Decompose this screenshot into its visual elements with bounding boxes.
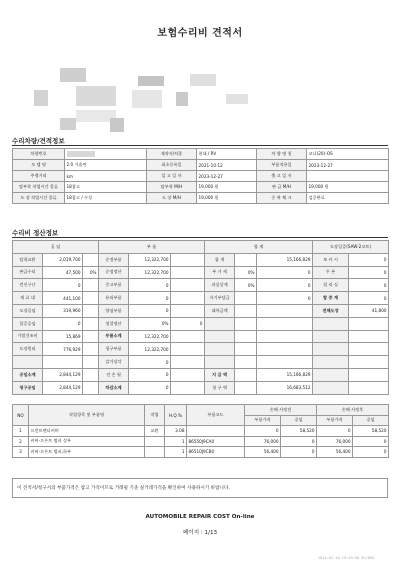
maker-value: 현대 / RV: [197, 149, 257, 160]
settle-cell: 청구부품: [99, 343, 129, 356]
parts-cell: 0: [353, 436, 389, 447]
parts-cell: [187, 426, 245, 437]
table-row: [13, 330, 389, 343]
settle-cell: 0: [129, 304, 171, 317]
settle-cell: 할 증 계: [313, 292, 349, 305]
settlement-rows: [13, 253, 389, 394]
first-reg-label: 최초등록일: [147, 160, 197, 171]
settle-cell: 청 구 액: [205, 381, 235, 394]
settle-cell: 도장공임: [13, 304, 43, 317]
parts-cell: [145, 447, 165, 458]
redacted-block-3: [190, 74, 216, 86]
settle-cell: 2,019,700: [43, 253, 83, 266]
settle-cell: 자기부담금: [205, 292, 235, 305]
table-row: [13, 368, 389, 381]
first-reg-value: 2021-10-12: [197, 160, 257, 171]
settle-cell: [171, 279, 205, 292]
settle-cell: [205, 317, 235, 330]
settle-cell: [171, 356, 205, 369]
paint-time-label: 도 장 작업시간 종류: [13, 193, 65, 204]
redacted-block-4: [34, 90, 48, 106]
print-stamp: 2024-01-10 10:29:58 02/005: [318, 556, 375, 560]
settle-cell: [235, 253, 257, 266]
settle-cell: 중고부품: [99, 279, 129, 292]
header-adj-price: 부품가격: [317, 415, 353, 426]
settle-cell: [349, 317, 389, 330]
settle-cell: [83, 304, 99, 317]
settle-cell: 15,869: [43, 330, 83, 343]
parts-cell: 58,520: [281, 426, 317, 437]
header-item: 작업항목 및 부품명: [29, 405, 145, 426]
settle-cell: 12,322,700: [129, 253, 171, 266]
settle-cell: [171, 330, 205, 343]
settle-cell: [205, 330, 235, 343]
parts-cell: 0: [281, 447, 317, 458]
header-hqs: H.Q.%: [165, 405, 187, 426]
page-indicator: 페이지 : 1/13: [182, 530, 218, 536]
settle-cell: 순정정산: [99, 266, 129, 279]
maker-label: 제작사/차종: [147, 149, 197, 160]
settle-cell: [235, 330, 257, 343]
footer-brand: AUTOMOBILE REPAIR COST On-line: [145, 514, 255, 520]
redacted-block-8: [226, 94, 248, 104]
settle-cell: 776,929: [43, 343, 83, 356]
settle-cell: [83, 279, 99, 292]
table-row: [13, 436, 389, 447]
table-row: [13, 447, 389, 458]
header-own-labor: 공임: [281, 415, 317, 426]
settle-cell: [257, 356, 313, 369]
parts-cell: 0: [317, 426, 353, 437]
header-work: 작업: [145, 405, 165, 426]
settle-cell: 지 급 액: [205, 368, 235, 381]
parts-cell: 86550J9CA0: [187, 436, 245, 447]
settle-cell: 부 가 세: [205, 266, 235, 279]
settle-cell: [83, 368, 99, 381]
settle-cell: 공임소계: [13, 368, 43, 381]
settle-cell: 0: [129, 292, 171, 305]
redacted-block-7: [176, 92, 188, 106]
settle-cell: [235, 304, 257, 317]
paint-time-value: 18참고 / 수성: [65, 193, 147, 204]
labor-time-label: 탈부착 작업시간 종류: [13, 182, 65, 193]
price-notice: 이 견적서/청구서의 부품가격은 참고 가격이므로 거래될 기준 실거래가격을 확인하여 사용하시기 바랍니다.: [12, 478, 388, 498]
settle-cell: [171, 266, 205, 279]
parts-cell: 프런트펜더커버: [29, 426, 145, 437]
settle-cell: 과실상계: [205, 279, 235, 292]
settle-cell: [83, 343, 99, 356]
header-labor: 공 임: [13, 241, 99, 254]
settle-cell: [257, 343, 313, 356]
in-date-label: 입 고 일 자: [147, 171, 197, 182]
parts-cell: 56,400: [245, 447, 281, 458]
settle-cell: [83, 330, 99, 343]
settle-cell: [171, 368, 205, 381]
redacted-block-6: [132, 90, 162, 108]
parts-rows: [13, 426, 389, 458]
settle-cell: 할증공임: [13, 317, 43, 330]
settle-cell: 0: [43, 317, 83, 330]
settle-cell: 12,322,700: [129, 330, 171, 343]
paint-rate-value: 19,000 원: [197, 193, 257, 204]
settle-cell: [257, 330, 313, 343]
settlement-table: [12, 240, 389, 395]
out-date-label: 출 고 일 자: [257, 171, 307, 182]
table-row: [13, 356, 389, 369]
settle-cell: 0: [257, 279, 313, 292]
settle-cell: [171, 304, 205, 317]
parts-cell: 커버-프론트 범퍼 상부: [29, 436, 145, 447]
settle-cell: 0: [129, 279, 171, 292]
car-no-value: [65, 149, 147, 160]
settle-cell: [349, 330, 389, 343]
settle-cell: [235, 381, 257, 394]
parts-table: [12, 404, 389, 458]
parts-cell: 1: [165, 436, 187, 447]
settle-cell: 부품소계: [99, 330, 129, 343]
settle-cell: 판금수리: [13, 266, 43, 279]
settle-cell: 0: [129, 368, 171, 381]
parts-cell: 1: [165, 447, 187, 458]
settle-cell: [313, 368, 349, 381]
settle-cell: [235, 317, 257, 330]
table-row: [13, 343, 389, 356]
settle-cell: [171, 381, 205, 394]
settle-cell: [235, 356, 257, 369]
settle-cell: [349, 356, 389, 369]
parts-cell: 커버-프론트 범퍼,하부: [29, 447, 145, 458]
table-row: [13, 253, 389, 266]
settle-cell: [349, 368, 389, 381]
parts-cell: 2: [13, 436, 29, 447]
table-row: [13, 266, 389, 279]
settle-cell: 441,100: [43, 292, 83, 305]
settle-cell: 대차금액: [205, 304, 235, 317]
settle-cell: [83, 317, 99, 330]
out-date-value: [307, 171, 389, 182]
header-own: 손해 사정전: [245, 405, 317, 416]
table-row: [13, 292, 389, 305]
settle-cell: 16,683,512: [257, 381, 313, 394]
settle-cell: [257, 317, 313, 330]
redacted-block-10: [60, 118, 76, 130]
table-row: [13, 317, 389, 330]
dup-label: 중 복 체 크: [257, 193, 307, 204]
settle-cell: 보 카 시: [313, 253, 349, 266]
in-date-value: 2023-12-27: [197, 171, 257, 182]
header-code: 부품코드: [187, 405, 245, 426]
settle-cell: 탈착교환: [13, 253, 43, 266]
table-row: [13, 279, 389, 292]
settle-cell: 차감소계: [99, 381, 129, 394]
settle-cell: [349, 343, 389, 356]
settle-cell: 319,960: [43, 304, 83, 317]
settle-cell: 0: [43, 279, 83, 292]
paint-rate-label: 도 장 M/H: [147, 193, 197, 204]
settle-section-title: 수리비 정산정보: [12, 228, 388, 238]
parts-cell: 76,000: [245, 436, 281, 447]
parts-cell: 0: [353, 447, 389, 458]
settle-cell: 12,322,700: [129, 343, 171, 356]
settle-cell: [313, 381, 349, 394]
settle-cell: [171, 343, 205, 356]
settle-cell: 청구공임: [13, 381, 43, 394]
header-no: NO: [13, 405, 29, 426]
settle-cell: 0: [349, 266, 389, 279]
settle-cell: 0%: [83, 266, 99, 279]
settle-cell: 펄 리 싱: [313, 279, 349, 292]
settle-cell: 0: [349, 292, 389, 305]
header-paint: 도장일증(SAW-2코트): [313, 241, 389, 254]
settle-cell: [171, 292, 205, 305]
settle-cell: [235, 292, 257, 305]
parts-cell: 3.08: [165, 426, 187, 437]
settle-cell: 41,800: [349, 304, 389, 317]
settle-cell: [83, 356, 99, 369]
parts-date-label: 부품적용일: [257, 160, 307, 171]
settle-cell: [349, 381, 389, 394]
redacted-block-1: [60, 68, 86, 82]
parts-cell: 교환: [145, 426, 165, 437]
settle-cell: [235, 368, 257, 381]
settle-cell: [257, 304, 313, 317]
grade-label: 모 델 명: [13, 160, 65, 171]
labor-time-value: 18참고: [65, 182, 147, 193]
redacted-block-2: [138, 76, 164, 86]
settle-cell: [313, 343, 349, 356]
settle-cell: 47,500: [43, 266, 83, 279]
settle-cell: 12,322,700: [129, 266, 171, 279]
header-adj: 손해 사정후: [317, 405, 389, 416]
settle-cell: [235, 343, 257, 356]
sheet-rate-value: 19,000 원: [307, 182, 389, 193]
table-row: [13, 381, 389, 394]
settle-cell: 투 톤: [313, 266, 349, 279]
settle-cell: 도장원리: [13, 343, 43, 356]
parts-cell: 76,000: [317, 436, 353, 447]
parts-cell: 1: [13, 426, 29, 437]
settle-cell: 2,844,129: [43, 381, 83, 394]
labor-rate-label: 탈부착 M/H: [147, 182, 197, 193]
mileage-value: km: [65, 171, 147, 182]
settle-cell: 전체도장: [313, 304, 349, 317]
settle-cell: [313, 317, 349, 330]
redacted-block-11: [110, 118, 124, 132]
settle-cell: 0: [129, 381, 171, 394]
table-row: [13, 426, 389, 437]
settle-cell: 재 료 대: [13, 292, 43, 305]
parts-cell: 86510J9CB0: [187, 447, 245, 458]
header-total: 합 계: [205, 241, 313, 254]
settle-cell: 2,844,129: [43, 368, 83, 381]
settle-cell: [171, 253, 205, 266]
car-name-value: 코나(20)-OS: [307, 149, 389, 160]
sheet-rate-label: 판 금 M/H: [257, 182, 307, 193]
settle-cell: 0: [171, 317, 205, 330]
parts-cell: 0: [281, 436, 317, 447]
settle-cell: [43, 356, 83, 369]
settle-cell: 양심부품: [99, 304, 129, 317]
settle-cell: 0: [257, 266, 313, 279]
parts-cell: 0: [245, 426, 281, 437]
car-name-label: 차 량 명 칭: [257, 149, 307, 160]
settle-cell: [205, 356, 235, 369]
settle-cell: 순정부품: [99, 253, 129, 266]
settle-cell: [83, 292, 99, 305]
settle-cell: 정찰정산: [99, 317, 129, 330]
settle-cell: 0: [349, 279, 389, 292]
settle-cell: 전 손 월: [99, 368, 129, 381]
settle-cell: [13, 356, 43, 369]
vehicle-info-table: [12, 148, 389, 204]
settle-cell: 합 계: [205, 253, 235, 266]
settle-cell: [313, 356, 349, 369]
vehicle-section-title: 수리차량/견적정보: [12, 136, 388, 146]
settle-cell: 감가상각: [99, 356, 129, 369]
grade-value: 2.0 가솔린: [65, 160, 147, 171]
settle-cell: [83, 381, 99, 394]
dup-value: 검증완료: [307, 193, 389, 204]
settle-cell: [83, 253, 99, 266]
settle-cell: 가열건조비: [13, 330, 43, 343]
redacted-block-5: [76, 86, 116, 106]
settle-cell: 15,166,829: [257, 368, 313, 381]
parts-date-value: 2023-12-27: [307, 160, 389, 171]
mileage-label: 주행거리: [13, 171, 65, 182]
parts-cell: 3: [13, 447, 29, 458]
car-no-label: 차량번호: [13, 149, 65, 160]
labor-rate-value: 19,000 원: [197, 182, 257, 193]
settle-cell: [205, 343, 235, 356]
table-row: [13, 304, 389, 317]
settle-cell: 0%: [235, 279, 257, 292]
settle-cell: 0%: [129, 317, 171, 330]
header-parts: 부 품: [99, 241, 205, 254]
parts-cell: 56,400: [317, 447, 353, 458]
settle-cell: 0: [129, 356, 171, 369]
settle-cell: 0: [349, 253, 389, 266]
header-adj-labor: 공임: [353, 415, 389, 426]
parts-cell: [145, 436, 165, 447]
settle-cell: [313, 330, 349, 343]
settle-cell: 0%: [235, 266, 257, 279]
parts-cell: 58,520: [353, 426, 389, 437]
settle-cell: 0: [257, 292, 313, 305]
document-title: 보험수리비 견적서: [157, 28, 243, 39]
header-own-price: 부품가격: [245, 415, 281, 426]
settle-cell: 견인구난: [13, 279, 43, 292]
settle-cell: 15,166,829: [257, 253, 313, 266]
settle-cell: 유리부품: [99, 292, 129, 305]
